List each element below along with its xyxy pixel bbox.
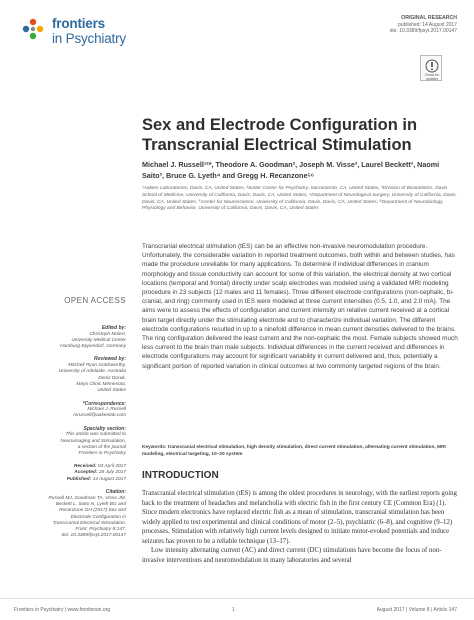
article-type: ORIGINAL RESEARCH (401, 15, 457, 21)
footer-journal-link[interactable]: Frontiers in Psychiatry | www.frontiersin.org (14, 607, 111, 613)
keywords-text: transcranial electrical stimulation, high density stimulation, direct current stimulation, alternating current stimulation, MRI modeling, electrical targeting, 10–20 system (142, 445, 446, 457)
correspondence-block (14, 401, 126, 420)
correspondence-text[interactable]: Michael J. Russell mrussell@aakenlab.com (73, 407, 126, 419)
received-label: Received: (73, 463, 97, 469)
published-date: published: 14 August 2017 (398, 21, 457, 28)
keywords (142, 445, 460, 458)
doi-link[interactable]: doi: 10.3389/fpsyt.2017.00147 (389, 28, 457, 35)
published-date-side: 14 August 2017 (92, 476, 126, 482)
specialty-label: Specialty section: (83, 425, 126, 432)
frontiers-logo-icon (20, 16, 46, 42)
edited-by-block (14, 325, 126, 350)
edited-by-text: Christoph Mulert, University Medical Center Hamburg-Eppendorf, Germany (60, 331, 126, 350)
page-number: 1 (232, 607, 235, 613)
update-check-icon (425, 59, 439, 73)
accepted-label: Accepted: (74, 470, 98, 476)
journal-name: frontiers (52, 16, 105, 31)
received-date: 03 April 2017 (97, 463, 126, 469)
open-access-label: OPEN ACCESS (64, 296, 126, 305)
intro-paragraph-2: Low intensity alternating current (AC) and direct current (DC) stimulations have become the focus of non-invasive interventions and neuromodulation in many laboratories and several (142, 547, 442, 564)
introduction-body (142, 489, 460, 565)
badge-label-1: Check for (424, 73, 440, 77)
citation-text: Russell MJ, Goodman TA, Visse JM, Beckett L, Saito N, Lyeth BG and Recanzone GH (2017) Sex and Electrode Configuration in Transcranial Electrical Stimulation. Front. Psychiatry 8:147. doi: 10.3389/fpsyt.2017.00147 (48, 495, 126, 539)
article-sidebar (14, 296, 126, 546)
dates-block (14, 464, 126, 484)
citation-block (14, 489, 126, 540)
edited-by-label: Edited by: (101, 325, 126, 331)
journal-subtitle: in Psychiatry (52, 31, 126, 46)
intro-paragraph-1: Transcranial electrical stimulation (tES) is among the oldest procedures in neurology, with the earliest reports going back to the treatment of headaches and melancholia with electric fish in the first century CE (Common Era) (1). Since modern electronics have replaced electric fish as a mean of stimulation, transcranial stimulation has been widely applied to test experimental and clinical conditions of motor (2–5), psychiatric (6–8), and cognitive (9–12) processes. Stimulation with relatively high current levels designed to initiate motor-evoked potentials and induce seizures has proven to be a reliable technique (13–17). (142, 490, 457, 545)
accepted-date: 28 July 2017 (98, 470, 126, 476)
section-heading-introduction: INTRODUCTION (142, 470, 219, 481)
check-for-updates-badge[interactable] (420, 55, 442, 81)
page-header (0, 0, 474, 70)
badge-label-2: updates (425, 76, 439, 81)
reviewed-by-text: Mitchell Ryan Goldsworthy, University of Adelaide, Australia Deniz Doruk, Mayo Clinic Minnesota, United States (58, 363, 126, 394)
abstract: Transcranial electrical stimulation (tES) can be an effective non-invasive neuromodulation procedure. Unfortunately, the considerable variation in reported treatment outcomes, both within and between studies, has made the procedure unreliable for many applications. To determine if individual differences in cranium morphology and tissue conductivity can account for some of this variation, the electrical density at two cortical locations (temporal and frontal) directly under scalp electrodes was modeled using a validated MRI modeling procedure in 23 subjects (12 males and 11 females). Three different electrode configurations (non-cephalic, bi-cranial, and ring) commonly used in tES were modeled at three current intensities (0.5, 1.0, and 2.0 mA). The aims were to assess the effects of configuration and current intensity on relative current received at a cortical brain target directly under the stimulating electrode and to characterize individual variation. The different electrode configurations resulted in up to a ninefold difference in mean current densities delivered to the brains. The ring configuration delivered the least current and the non-cephalic the most. Female subjects showed much less current to the brain than male subjects. Individual differences in the current received and differences in electrode configurations may account for significant variability in current delivered and, thus, potentially a significant portion of reported variation in clinical outcomes at two commonly targeted regions of the brain. (142, 243, 458, 370)
article-title: Sex and Electrode Configuration in Transcranial Electrical Stimulation (142, 116, 418, 154)
article-meta (390, 15, 457, 35)
page-footer (0, 598, 474, 620)
keywords-label: Keywords: (142, 445, 167, 450)
correspondence-label: *Correspondence: (82, 400, 126, 407)
citation-label: Citation: (105, 489, 126, 496)
journal-logo[interactable] (20, 14, 130, 46)
published-label: Published: (66, 476, 92, 482)
author-list: Michael J. Russell¹²*, Theodore A. Goodman², Joseph M. Visse³, Laurel Beckett³, Naomi Saito³, Bruce G. Lyeth⁴ and Gregg H. Recanzone⁵⁶ (142, 160, 440, 180)
reviewed-by-block (14, 356, 126, 394)
affiliations: ¹Aakien Laboratories, Davis, CA, United States, ²Sutter Center for Psychiatry, Sacramento, CA, United States, ³Division of Biostatistics, Davis School of Medicine, University of California, Davis, Davis, CA, United States, ⁴Department of Neurological Surgery, University of California, Davis, Davis, CA, United States, ⁵Center for Neuroscience, University of California, Davis, Davis, CA, United States, ⁶Department of Neurobiology, Physiology and Behavior, University of California, Davis, Davis, CA, United States (142, 186, 457, 212)
footer-issue-info: August 2017 | Volume 8 | Article 147 (376, 607, 457, 613)
reviewed-by-label: Reviewed by: (94, 356, 126, 363)
specialty-block (14, 426, 126, 458)
specialty-text: This article was submitted to Neuroimaging and Stimulation, a section of the journal Frontiers in Psychiatry (60, 432, 126, 457)
